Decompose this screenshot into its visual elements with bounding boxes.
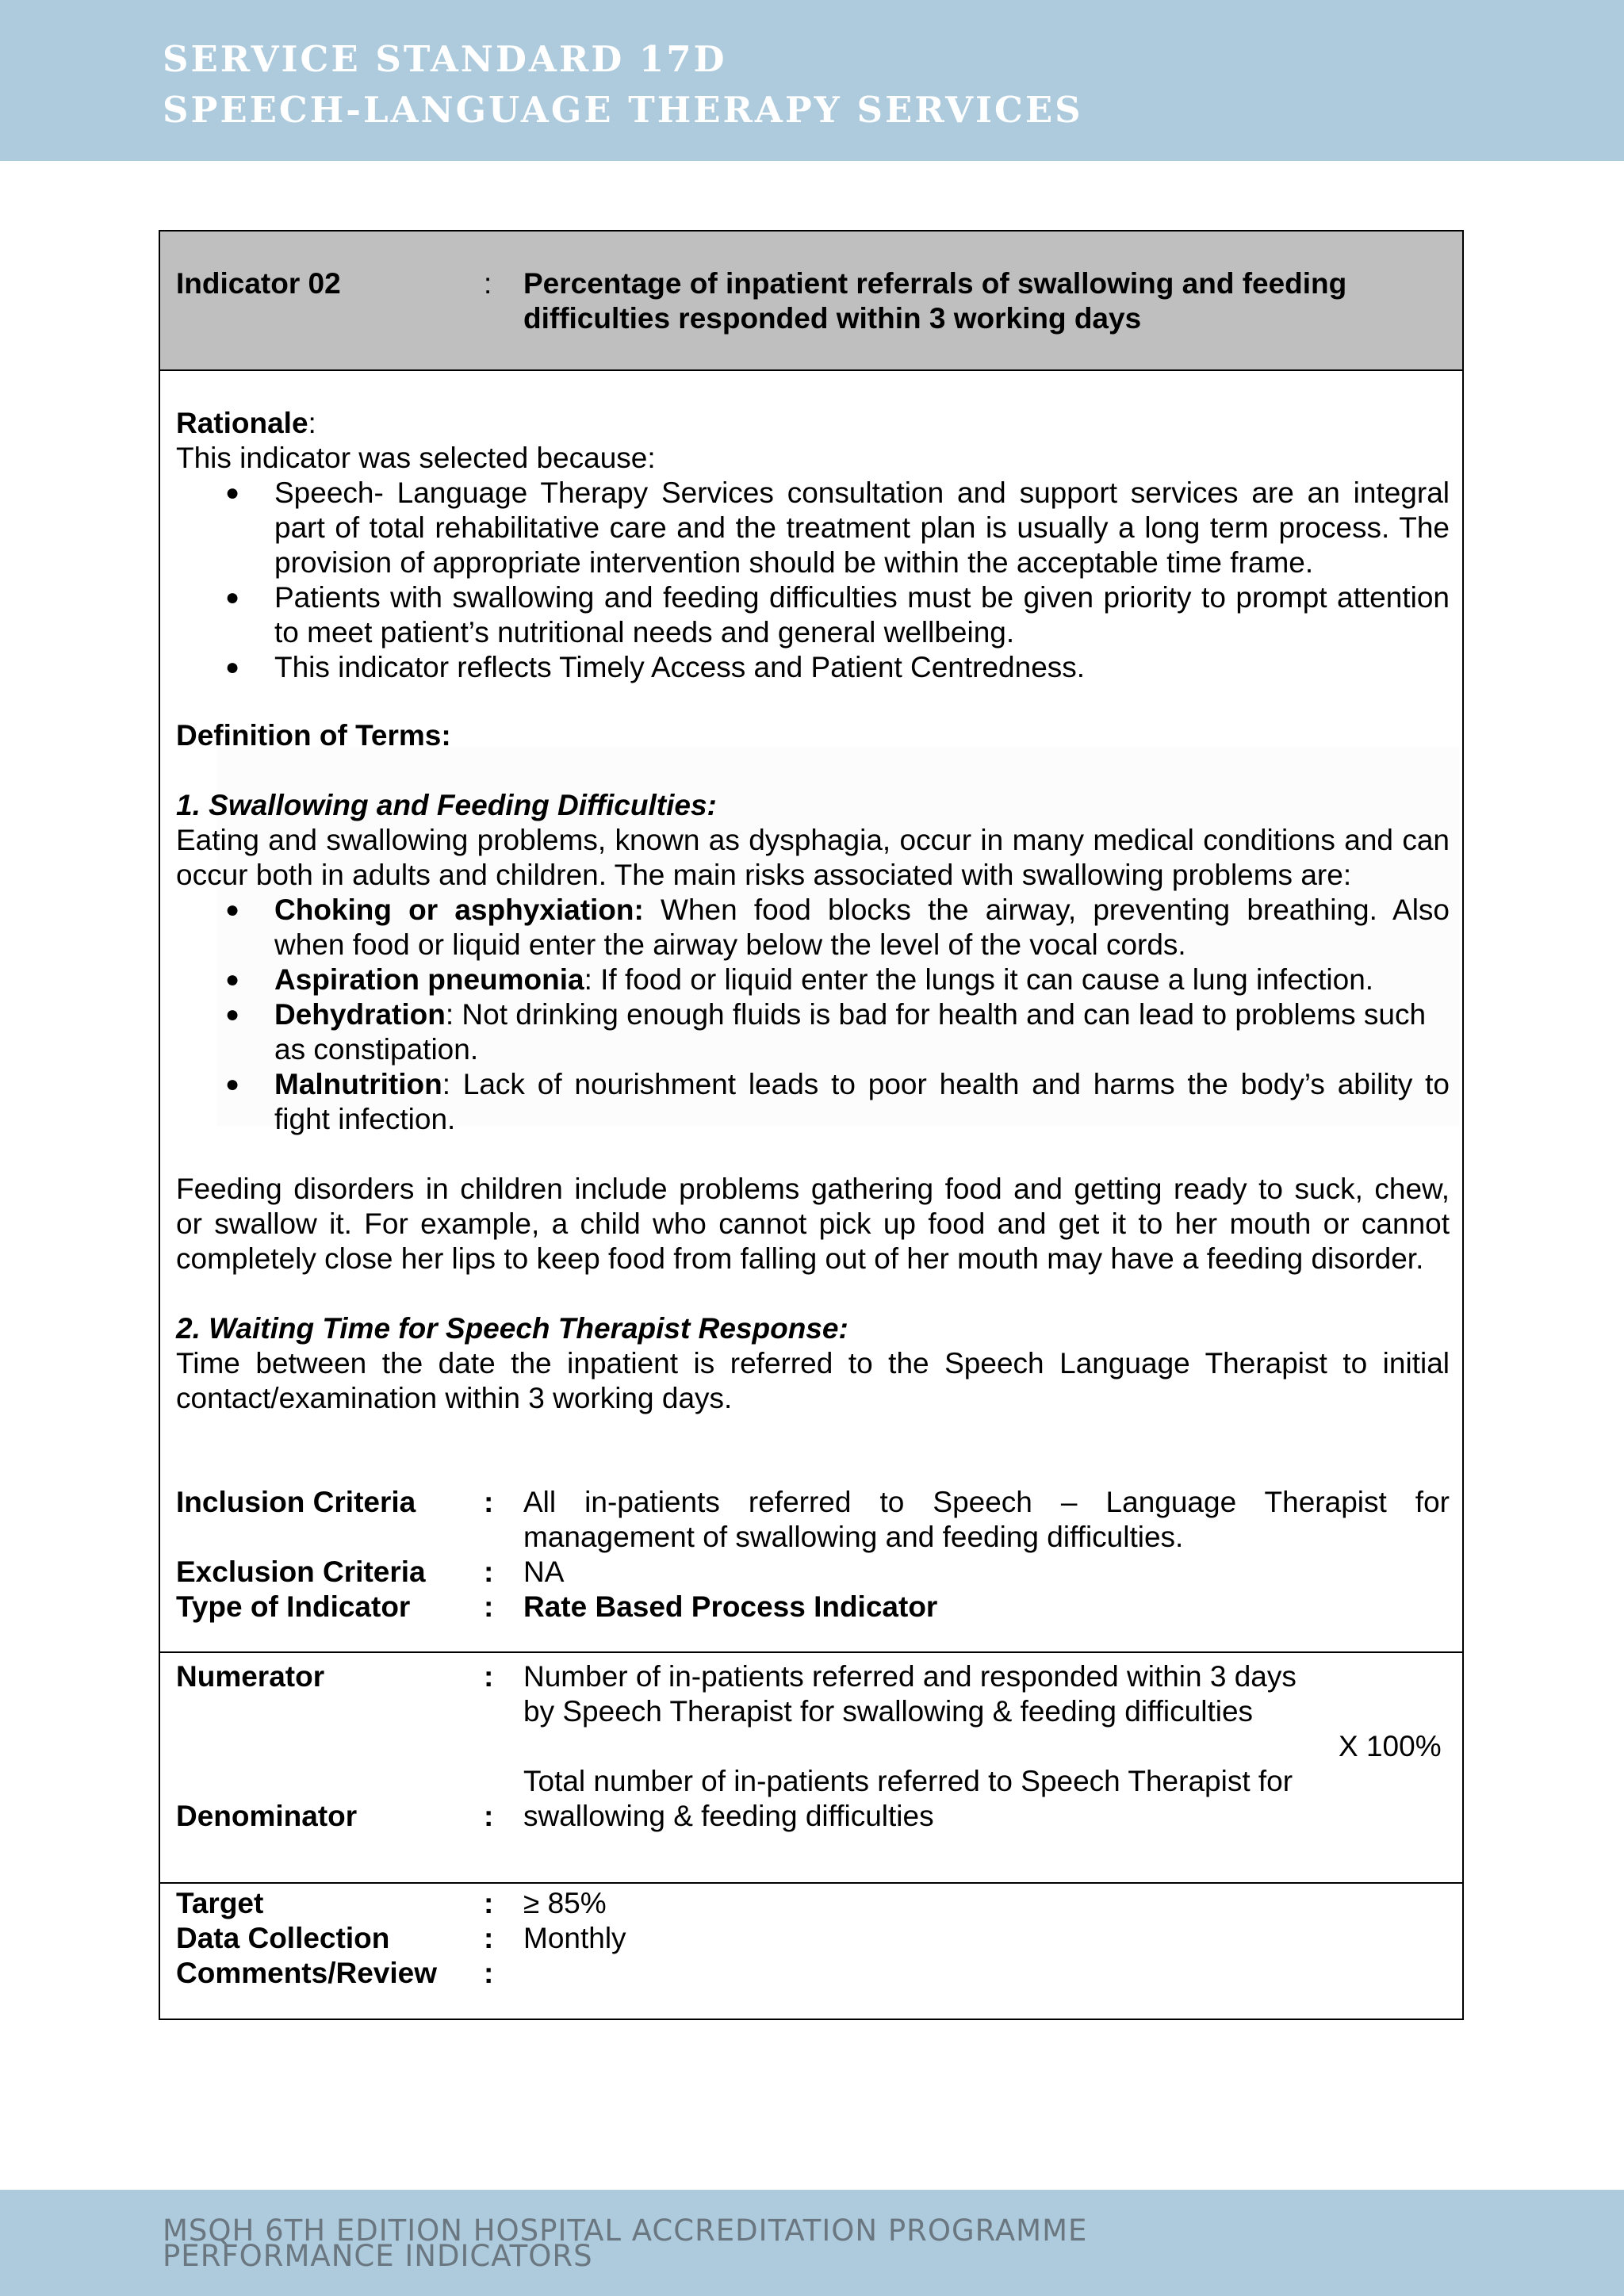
- denominator-value-line-1: Total number of in-patients referred to Speech Therapist for: [523, 1765, 1293, 1797]
- term-1-heading: 1. Swallowing and Feeding Difficulties:: [176, 789, 717, 821]
- service-title: SPEECH-LANGUAGE THERAPY SERVICES: [163, 89, 1083, 131]
- numerator-value-line-2: by Speech Therapist for swallowing & feeding difficulties: [523, 1695, 1254, 1728]
- data-collection-value: Monthly: [523, 1922, 626, 1954]
- risk-2-desc: : If food or liquid enter the lungs it can cause a lung infection.: [584, 963, 1374, 996]
- type-value: Rate Based Process Indicator: [523, 1590, 938, 1623]
- risk-3-line-2: as constipation.: [274, 1033, 479, 1066]
- standard-title: SERVICE STANDARD 17D: [163, 38, 727, 80]
- risk-4-line-1: [274, 1067, 1450, 1102]
- rationale-heading-colon: :: [308, 407, 316, 439]
- term-2-para-line-1: Time between the date the inpatient is referred to the Speech Language Therapist to initial: [176, 1347, 1450, 1380]
- indicator-title-line-1: Percentage of inpatient referrals of swallowing and feeding: [523, 267, 1347, 300]
- target-label: Target: [176, 1887, 264, 1919]
- numerator-colon: :: [484, 1660, 494, 1693]
- bullet-dot: ●: [225, 654, 240, 680]
- indicator-label: Indicator 02: [176, 267, 341, 300]
- exclusion-colon: :: [484, 1556, 494, 1588]
- inclusion-value-line-2: management of swallowing and feeding difficulties.: [523, 1521, 1184, 1553]
- risk-3-desc: : Not drinking enough fluids is bad for health and can lead to problems such: [445, 998, 1427, 1031]
- data-collection-colon: :: [484, 1922, 494, 1954]
- numerator-label: Numerator: [176, 1660, 325, 1693]
- risk-1-term: Choking or asphyxiation:: [274, 894, 644, 926]
- rationale-heading-text: Rationale: [176, 407, 308, 439]
- type-colon: :: [484, 1590, 494, 1623]
- risk-2-term: Aspiration pneumonia: [274, 963, 584, 996]
- rationale-bullet-2-line-1: Patients with swallowing and feeding difficulties must be given priority to prompt attention: [274, 581, 1450, 614]
- denominator-value-line-2: swallowing & feeding difficulties: [523, 1800, 934, 1832]
- term-1-para-line-1: Eating and swallowing problems, known as dysphagia, occur in many medical conditions and can: [176, 824, 1450, 856]
- bullet-dot: ●: [225, 897, 240, 923]
- risk-4-line-2: fight infection.: [274, 1103, 456, 1135]
- risk-1-line-2: when food or liquid enter the airway below the level of the vocal cords.: [274, 928, 1186, 961]
- data-collection-label: Data Collection: [176, 1922, 390, 1954]
- risk-2-line-1: [274, 962, 1373, 997]
- indicator-table: [159, 230, 1464, 2020]
- type-label: Type of Indicator: [176, 1590, 411, 1623]
- indicator-colon: :: [484, 267, 492, 300]
- rationale-heading: [176, 406, 316, 441]
- header-band: [0, 0, 1624, 161]
- risk-4-term: Malnutrition: [274, 1068, 442, 1100]
- footer-subtitle: PERFORMANCE INDICATORS: [163, 2239, 593, 2273]
- rationale-bullet-1-line-1: Speech- Language Therapy Services consultation and support services are an integral: [274, 476, 1450, 509]
- denominator-colon: :: [484, 1800, 494, 1832]
- rationale-bullet-2-line-2: to meet patient’s nutritional needs and general wellbeing.: [274, 616, 1015, 649]
- bullet-dot: ●: [225, 966, 240, 993]
- definitions-heading: Definition of Terms:: [176, 719, 451, 752]
- comments-colon: :: [484, 1957, 494, 1989]
- risk-3-term: Dehydration: [274, 998, 446, 1031]
- term-2-para-line-2: contact/examination within 3 working days.: [176, 1382, 733, 1414]
- feeding-para-line-2: or swallow it. For example, a child who cannot pick up food and get it to her mouth or cannot: [176, 1207, 1450, 1240]
- footer-programme: MSQH 6TH EDITION HOSPITAL ACCREDITATION PROGRAMME: [163, 2214, 1088, 2248]
- feeding-para-line-3: completely close her lips to keep food from falling out of her mouth may have a feeding disorder.: [176, 1242, 1424, 1275]
- numerator-value-line-1: Number of in-patients referred and responded within 3 days: [523, 1660, 1297, 1693]
- risk-1-line-1: [274, 893, 1450, 928]
- target-value: ≥ 85%: [523, 1887, 607, 1919]
- risk-3-line-1: [274, 997, 1426, 1032]
- bullet-dot: ●: [225, 1071, 240, 1097]
- rationale-bullet-1-line-3: provision of appropriate intervention should be within the acceptable time frame.: [274, 546, 1314, 579]
- footer-band: [0, 2190, 1624, 2296]
- multiplier: X 100%: [1339, 1730, 1442, 1762]
- divider: [160, 1651, 1462, 1653]
- rationale-intro: This indicator was selected because:: [176, 442, 656, 474]
- exclusion-label: Exclusion Criteria: [176, 1556, 426, 1588]
- risk-4-desc: : Lack of nourishment leads to poor health and harms the body’s ability to: [442, 1068, 1450, 1100]
- feeding-para-line-1: Feeding disorders in children include problems gathering food and getting ready to suck, chew,: [176, 1173, 1450, 1205]
- comments-label: Comments/Review: [176, 1957, 437, 1989]
- target-colon: :: [484, 1887, 494, 1919]
- term-1-para-line-2: occur both in adults and children. The main risks associated with swallowing problems are:: [176, 859, 1352, 891]
- inclusion-label: Inclusion Criteria: [176, 1486, 416, 1518]
- rationale-bullet-1-line-2: part of total rehabilitative care and the treatment plan is usually a long term process. The: [274, 511, 1450, 544]
- bullet-dot: ●: [225, 1001, 240, 1027]
- bullet-dot: ●: [225, 584, 240, 610]
- denominator-label: Denominator: [176, 1800, 358, 1832]
- exclusion-value: NA: [523, 1556, 565, 1588]
- rationale-bullet-3-line-1: This indicator reflects Timely Access and Patient Centredness.: [274, 651, 1086, 683]
- indicator-title-line-2: difficulties responded within 3 working days: [523, 302, 1142, 335]
- indicator-header-cell: [160, 232, 1462, 371]
- divider: [160, 1882, 1462, 1884]
- term-2-heading: 2. Waiting Time for Speech Therapist Response:: [176, 1312, 848, 1345]
- inclusion-colon: :: [484, 1486, 494, 1518]
- bullet-dot: ●: [225, 480, 240, 506]
- risk-1-desc: When food blocks the airway, preventing breathing. Also: [661, 894, 1450, 926]
- inclusion-value-line-1: All in-patients referred to Speech – Language Therapist for: [523, 1486, 1450, 1518]
